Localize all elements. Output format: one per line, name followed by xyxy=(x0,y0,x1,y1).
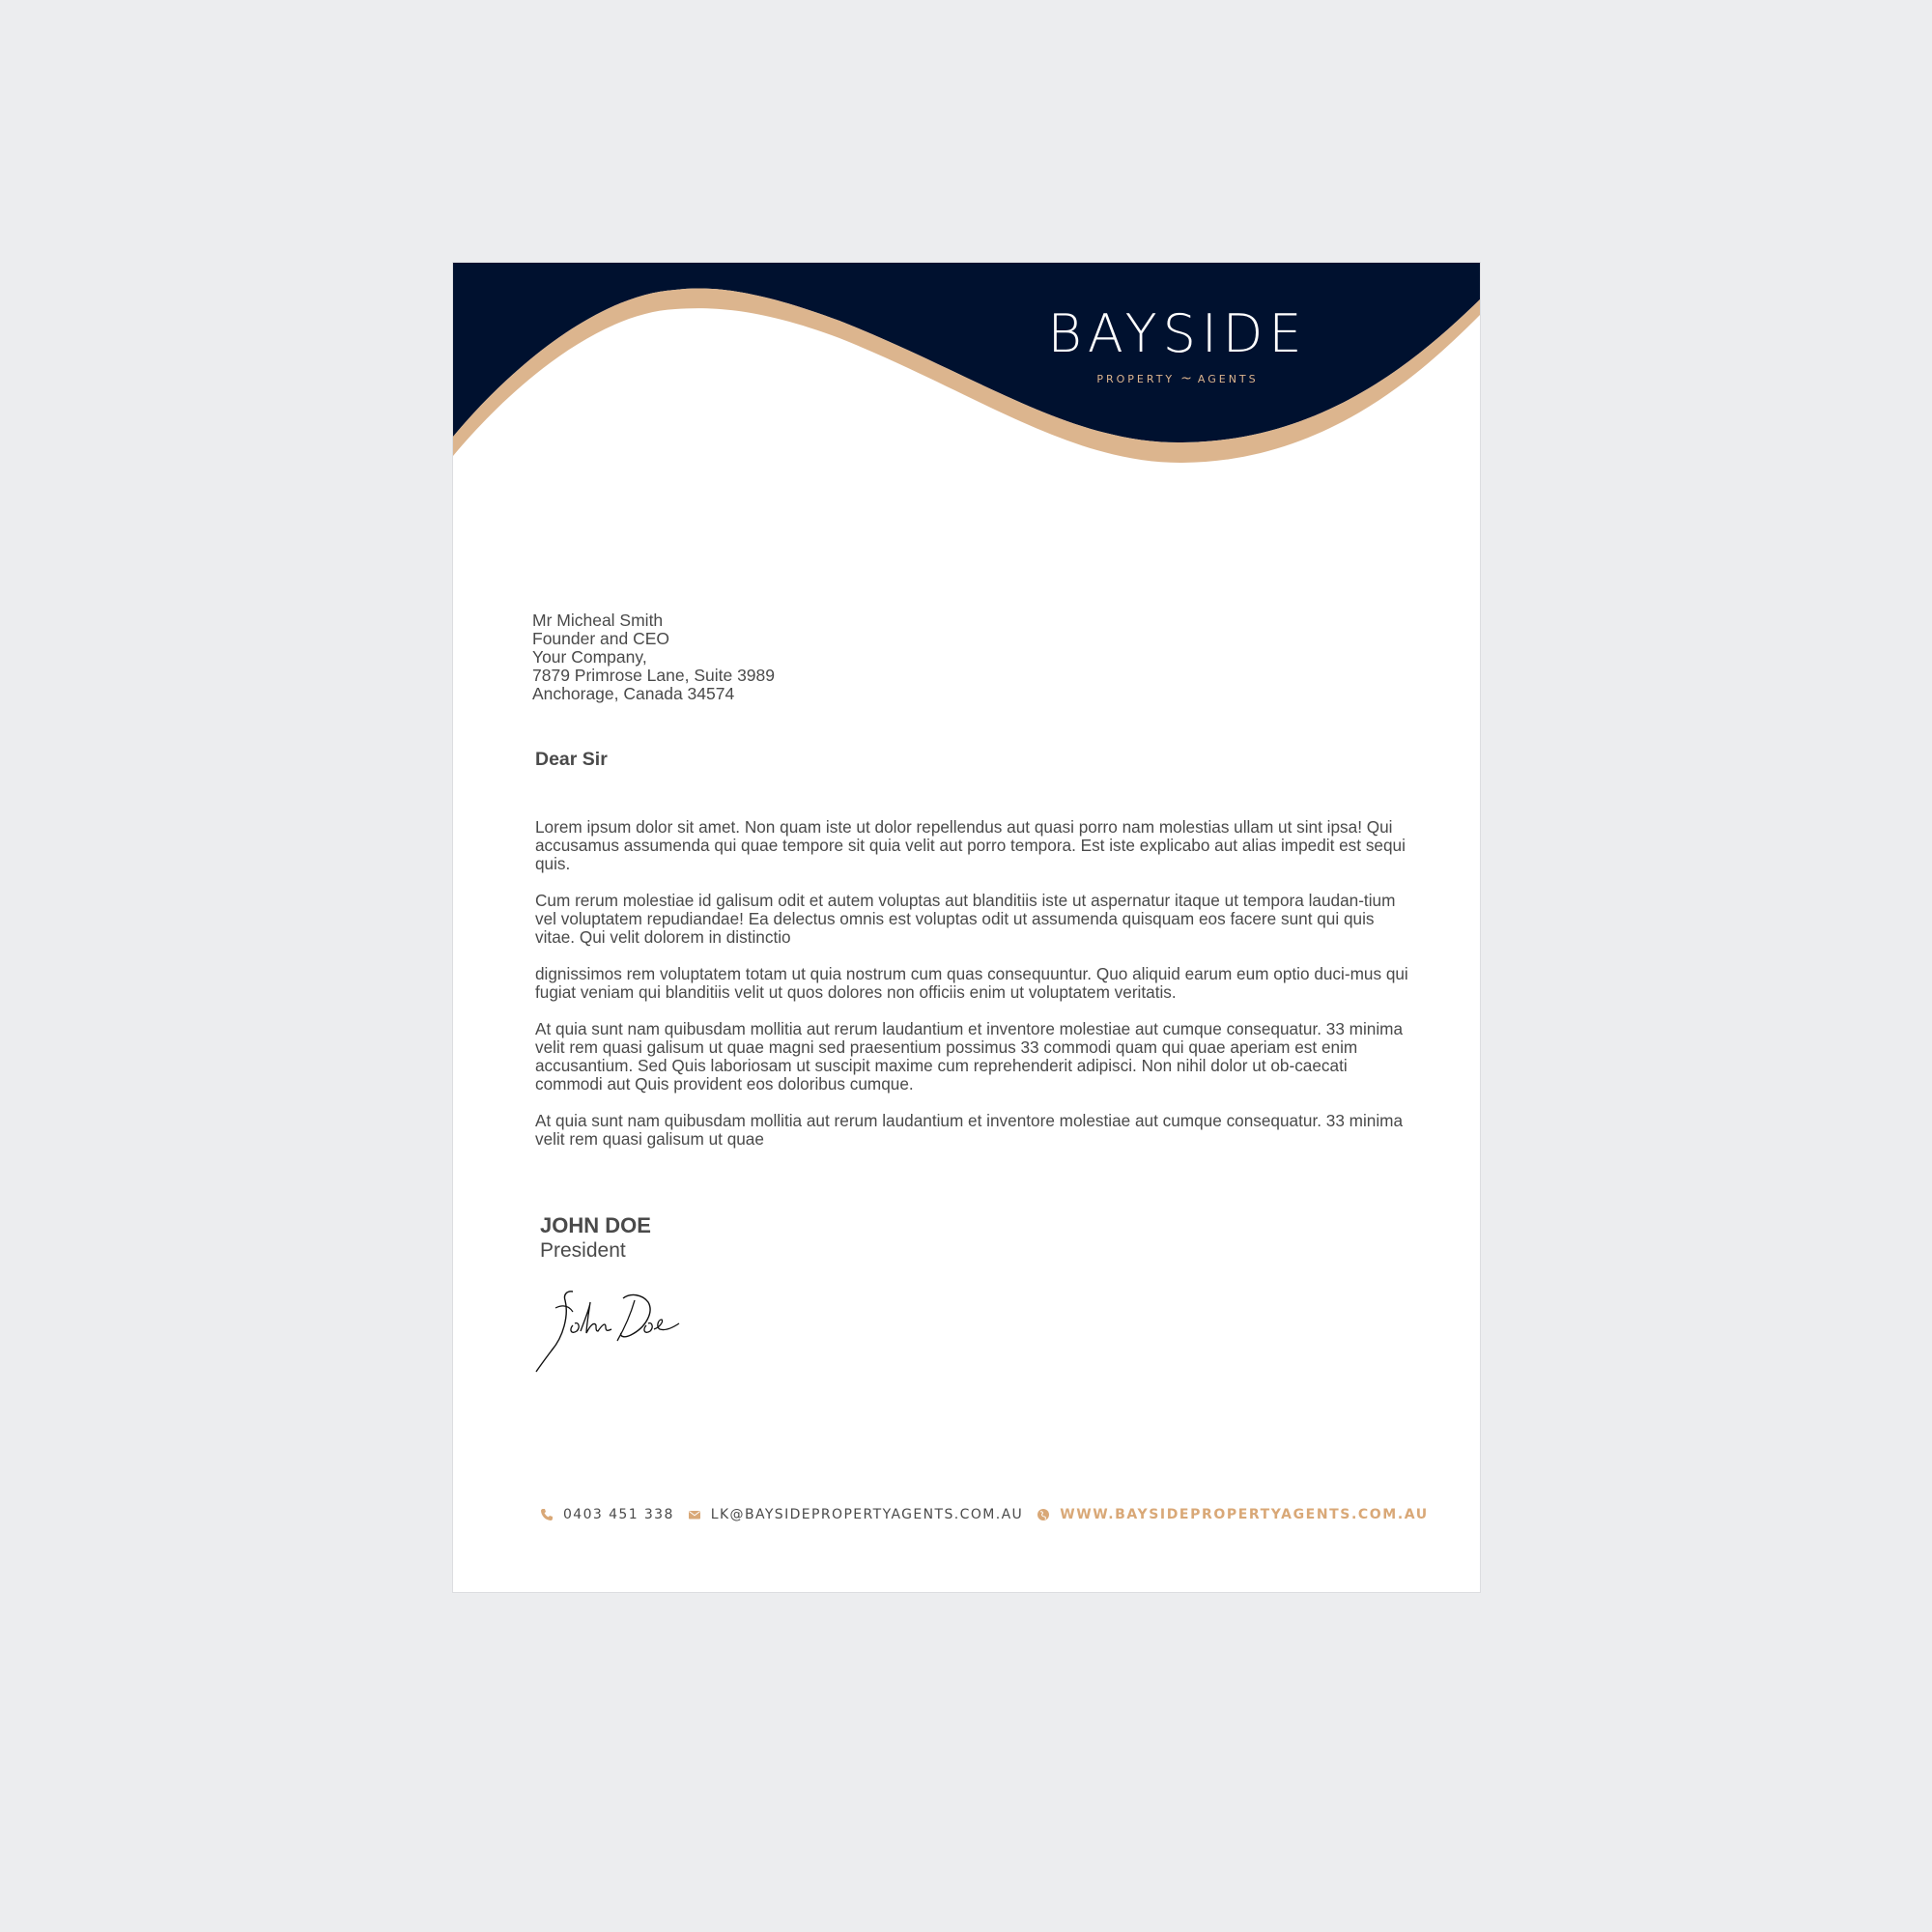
recipient-company: Your Company, xyxy=(532,647,647,667)
letter-body xyxy=(535,818,1414,1167)
logo-wordmark: BAYSIDE xyxy=(1047,303,1308,364)
footer-phone xyxy=(540,1507,674,1522)
globe-icon xyxy=(1037,1508,1050,1521)
handwritten-signature xyxy=(534,1287,698,1374)
body-paragraph: At quia sunt nam quibusdam mollitia aut rerum laudantium et inventore molestiae aut cumque consequatur. 33 minima velit rem quasi galisum ut quae xyxy=(535,1111,1404,1149)
letterhead-page xyxy=(452,262,1481,1593)
mail-icon xyxy=(688,1508,701,1521)
body-paragraph: dignissimos rem voluptatem totam ut quia nostrum cum quas consequuntur. Quo aliquid earum eum optio duci-mus qui fugiat veniam qui blanditiis velit ut quos dolores non officiis enim ut voluptatem veritatis. xyxy=(535,964,1408,1002)
logo-tagline xyxy=(1033,371,1322,386)
phone-number: 0403 451 338 xyxy=(563,1507,674,1522)
website-url: WWW.BAYSIDEPROPERTYAGENTS.COM.AU xyxy=(1060,1507,1429,1522)
header-wave-banner xyxy=(453,263,1481,495)
recipient-name: Mr Micheal Smith xyxy=(532,611,664,630)
company-logo xyxy=(1033,305,1322,386)
tagline-right: AGENTS xyxy=(1197,373,1259,385)
body-paragraph: Lorem ipsum dolor sit amet. Non quam iste ut dolor repellendus aut quasi porro nam molestias ullam ut sint ipsa! Qui accusamus assumenda qui quae tempore sit quia velit aut porro tempora. Est iste explicabo aut alias impedit est sequi quis. xyxy=(535,817,1406,873)
recipient-street: 7879 Primrose Lane, Suite 3989 xyxy=(532,666,775,685)
recipient-city: Anchorage, Canada 34574 xyxy=(532,684,735,703)
email-address: LK@BAYSIDEPROPERTYAGENTS.COM.AU xyxy=(710,1507,1024,1522)
recipient-title: Founder and CEO xyxy=(532,629,670,648)
phone-icon xyxy=(540,1508,554,1521)
contact-footer xyxy=(540,1503,1442,1526)
signer-title: President xyxy=(540,1239,626,1262)
footer-website xyxy=(1037,1507,1429,1522)
salutation: Dear Sir xyxy=(535,749,608,770)
signer-name: JOHN DOE xyxy=(540,1213,651,1237)
tagline-separator: ~ xyxy=(1180,371,1192,386)
body-paragraph: At quia sunt nam quibusdam mollitia aut rerum laudantium et inventore molestiae aut cumque consequatur. 33 minima velit rem quasi galisum ut quae magni sed praesentium possimus 33 commodi quam qui quae aperiam est enim accusantium. Sed Quis laboriosam ut suscipit maxime cum reprehenderit adipisci. Non nihil dolor ut ob-caecati commodi aut Quis provident eos doloribus cumque. xyxy=(535,1019,1404,1094)
tagline-left: PROPERTY xyxy=(1096,373,1176,385)
footer-email xyxy=(688,1507,1023,1522)
body-paragraph: Cum rerum molestiae id galisum odit et autem voluptas aut blanditiis iste ut aspernatur itaque ut tempora laudan-tium vel voluptatem repudiandae! Ea delectus omnis est voluptas odit ut assumenda quisquam eos facere sunt qui quis vitae. Qui velit dolorem in distinctio xyxy=(535,891,1396,947)
recipient-address-block xyxy=(532,611,775,703)
